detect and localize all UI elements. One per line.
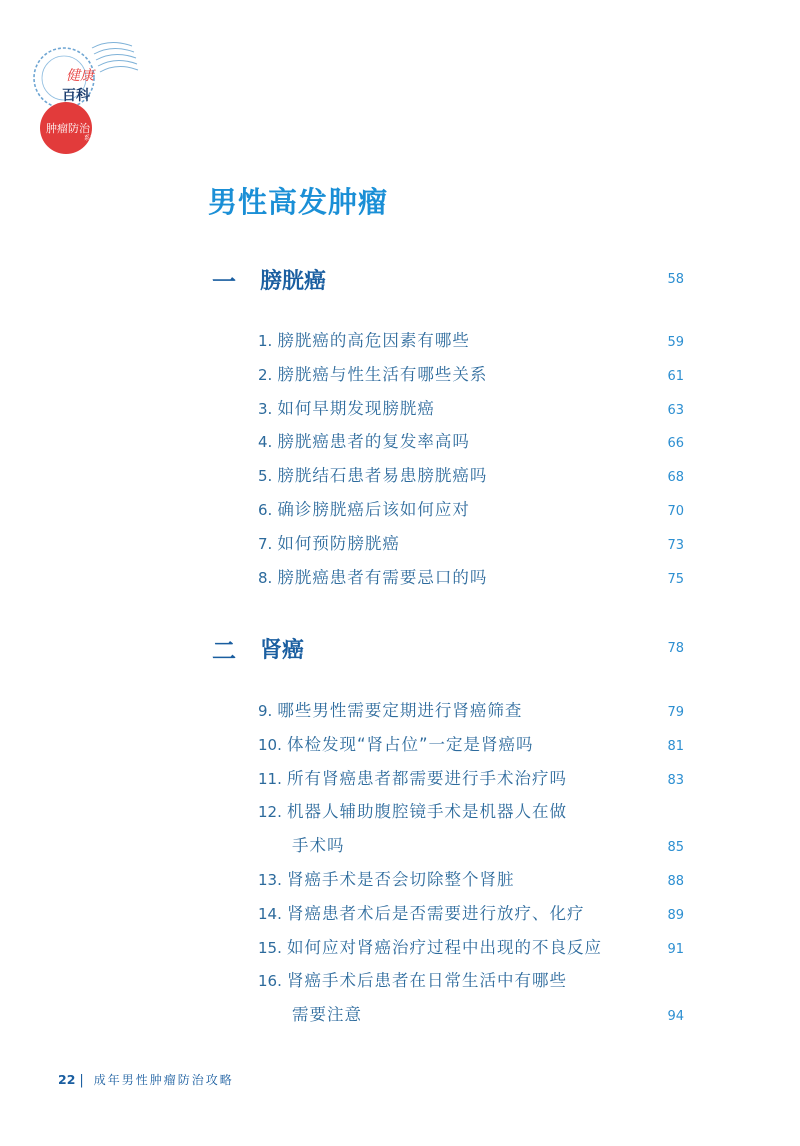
toc-number: 13.: [258, 871, 282, 889]
toc-page: 88: [667, 874, 684, 889]
toc-page: 63: [667, 403, 684, 418]
toc-title: 哪些男性需要定期进行肾癌筛查: [277, 701, 523, 720]
section-page: 78: [667, 640, 684, 656]
toc-number: 11.: [258, 770, 282, 788]
toc-entry[interactable]: [258, 428, 684, 452]
section-title: 肾癌: [260, 637, 305, 663]
toc-number: 5.: [258, 467, 273, 485]
toc-title-continuation: 需要注意: [292, 1005, 362, 1024]
toc-entry[interactable]: [258, 731, 684, 755]
toc-title: 膀胱癌的高危因素有哪些: [277, 331, 470, 350]
toc-page: 61: [667, 369, 684, 384]
toc-entry[interactable]: [258, 395, 684, 419]
footer-separator: |: [79, 1073, 84, 1088]
toc-entry[interactable]: [258, 934, 684, 958]
toc-number: 8.: [258, 569, 273, 587]
toc-entry[interactable]: [258, 496, 684, 520]
section-title: 膀胱癌: [260, 268, 327, 294]
section-header[interactable]: [212, 630, 684, 666]
toc-page: 83: [667, 773, 684, 788]
toc-page: 66: [667, 436, 684, 451]
toc-title: 如何预防膀胱癌: [277, 534, 400, 553]
toc-number: 4.: [258, 433, 273, 451]
toc-number: 15.: [258, 939, 282, 957]
toc-page: 85: [667, 840, 684, 855]
toc-title: 机器人辅助腹腔镜手术是机器人在做: [286, 802, 567, 821]
toc-title: 肾癌手术是否会切除整个肾脏: [286, 870, 515, 889]
section-page: 58: [667, 271, 684, 287]
toc-title: 肾癌手术后患者在日常生活中有哪些: [286, 971, 567, 990]
toc-number: 2.: [258, 366, 273, 384]
toc-number: 6.: [258, 501, 273, 519]
toc-entry[interactable]: [258, 361, 684, 385]
toc-entry[interactable]: [258, 967, 684, 991]
toc-title: 膀胱癌与性生活有哪些关系: [277, 365, 488, 384]
toc-title: 肾癌患者术后是否需要进行放疗、化疗: [286, 904, 585, 923]
toc-entry-continuation[interactable]: [292, 832, 684, 856]
toc-page: 70: [667, 504, 684, 519]
toc-number: 12.: [258, 803, 282, 821]
toc-entry[interactable]: [258, 697, 684, 721]
toc-page: 89: [667, 908, 684, 923]
toc-page: 81: [667, 739, 684, 754]
toc-entry[interactable]: [258, 765, 684, 789]
logo-badge-text: 肿瘤防治: [46, 122, 90, 135]
toc-number: 7.: [258, 535, 273, 553]
toc-entry[interactable]: [258, 900, 684, 924]
toc-title: 所有肾癌患者都需要进行手术治疗吗: [286, 769, 567, 788]
toc-title: 膀胱癌患者有需要忌口的吗: [277, 568, 488, 587]
toc-title: 如何早期发现膀胱癌: [277, 399, 435, 418]
toc-number: 14.: [258, 905, 282, 923]
toc-page: 73: [667, 538, 684, 553]
series-logo: [22, 30, 140, 155]
toc-title: 膀胱癌患者的复发率高吗: [277, 432, 470, 451]
toc-number: 3.: [258, 400, 273, 418]
section-number: 二: [212, 636, 236, 665]
toc-page: 91: [667, 942, 684, 957]
toc-number: 16.: [258, 972, 282, 990]
toc-title: 体检发现“肾占位”一定是肾癌吗: [286, 735, 534, 754]
logo-line1: 健康: [66, 68, 94, 84]
toc-entry[interactable]: [258, 564, 684, 588]
toc-entry[interactable]: [258, 866, 684, 890]
toc-title: 膀胱结石患者易患膀胱癌吗: [277, 466, 488, 485]
footer-book-title: 成年男性肿瘤防治攻略: [93, 1073, 234, 1087]
toc-title-continuation: 手术吗: [292, 836, 345, 855]
toc-entry[interactable]: [258, 462, 684, 486]
logo-badge-side: 系列: [84, 135, 97, 142]
toc-entry[interactable]: [258, 327, 684, 351]
toc-number: 9.: [258, 702, 273, 720]
toc-title: 如何应对肾癌治疗过程中出现的不良反应: [286, 938, 602, 957]
section-header[interactable]: [212, 261, 684, 297]
toc-entry[interactable]: [258, 530, 684, 554]
section-number: 一: [212, 267, 236, 296]
footer-page-number: 22: [58, 1072, 76, 1087]
toc-number: 1.: [258, 332, 273, 350]
toc-title: 确诊膀胱癌后该如何应对: [277, 500, 470, 519]
page-footer: [58, 1071, 234, 1088]
page-title: 男性高发肿瘤: [208, 185, 389, 219]
toc-page: 68: [667, 470, 684, 485]
toc-page: 75: [667, 572, 684, 587]
toc-page: 59: [667, 335, 684, 350]
toc-number: 10.: [258, 736, 282, 754]
toc-page: 94: [667, 1009, 684, 1024]
toc-entry-continuation[interactable]: [292, 1001, 684, 1025]
toc-entry[interactable]: [258, 798, 684, 822]
logo-line2: 百科: [62, 88, 90, 104]
toc-page: 79: [667, 705, 684, 720]
